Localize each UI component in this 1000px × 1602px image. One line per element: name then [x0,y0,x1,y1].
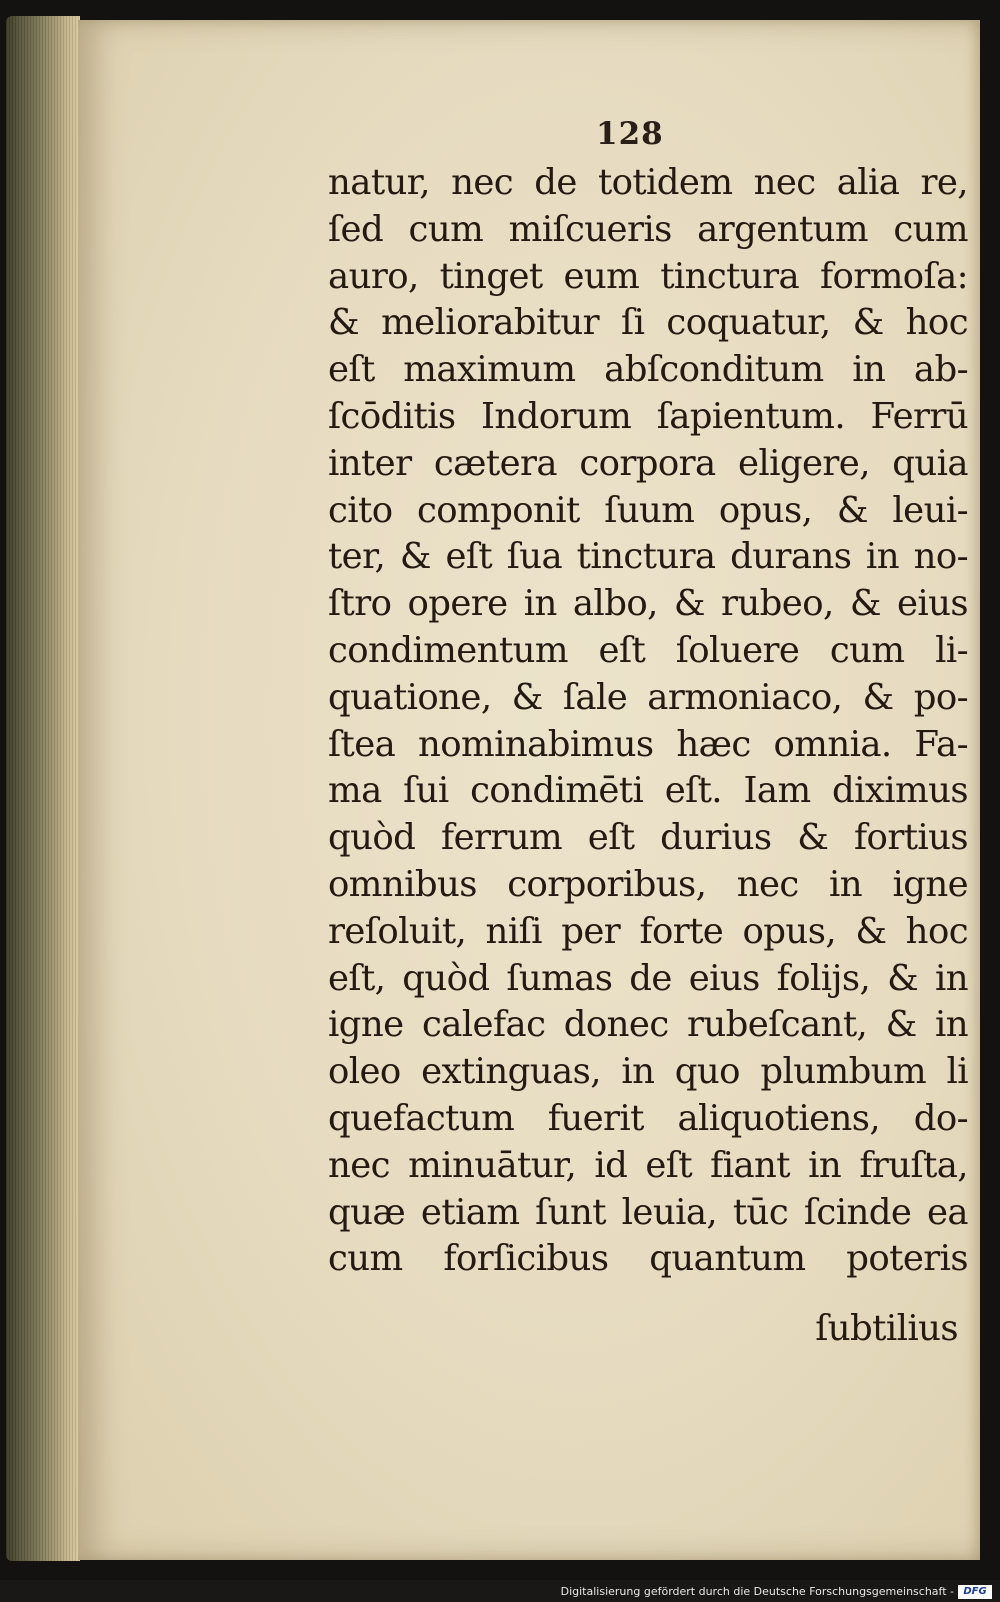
page-number: 128 [596,116,664,152]
text-line: eſt, quòd ſumas de eius folijs, & in [328,957,968,999]
footer-bar [0,1580,1000,1602]
text-line: igne calefac donec rubeſcant, & in [328,1004,968,1046]
text-line: ſtro opere in albo, & rubeo, & eius [328,583,968,625]
text-line: ſtea nominabimus hæc omnia. Fa- [328,723,968,765]
text-line: cum forſicibus quantum poteris [328,1238,968,1280]
text-line: omnibus corporibus, nec in igne [328,863,968,905]
text-line: ter, & eſt ſua tinctura durans in no- [328,536,968,578]
text-line: quæ etiam ſunt leuia, tūc ſcinde ea [328,1191,968,1233]
text-line: reſoluit, niſi per forte opus, & hoc [328,910,968,952]
text-block [328,160,968,1283]
text-line: ma ſui condimēti eſt. Iam diximus [328,770,968,812]
dfg-logo-icon: DFG [958,1585,992,1599]
book-page [78,20,980,1560]
text-line: quatione, & ſale armoniaco, & po- [328,676,968,718]
catchword: ſubtilius [815,1308,958,1349]
text-line: cito componit ſuum opus, & leui- [328,489,968,531]
text-line: natur, nec de totidem nec alia re, [328,162,968,203]
text-line: eſt maximum abſconditum in ab- [328,349,968,391]
book-edge [6,16,80,1561]
text-line: condimentum eſt ſoluere cum li- [328,629,968,671]
text-line: auro, tinget eum tinctura formoſa: [328,255,968,297]
text-line: oleo extinguas, in quo plumbum li [328,1051,968,1093]
text-line: quòd ferrum eſt durius & fortius [328,817,968,859]
text-line: ſed cum miſcueris argentum cum [328,208,968,250]
text-line: ſcōditis Indorum ſapientum. Ferrū [328,395,968,437]
text-line: quefactum fuerit aliquotiens, do- [328,1097,968,1139]
text-line: inter cætera corpora eligere, quia [328,442,968,484]
text-line: & meliorabitur ſi coquatur, & hoc [328,302,968,344]
funding-credit: Digitalisierung gefördert durch die Deutsche Forschungsgemeinschaft - [560,1585,954,1598]
text-line: nec minuātur, id eſt fiant in fruſta, [328,1144,968,1186]
